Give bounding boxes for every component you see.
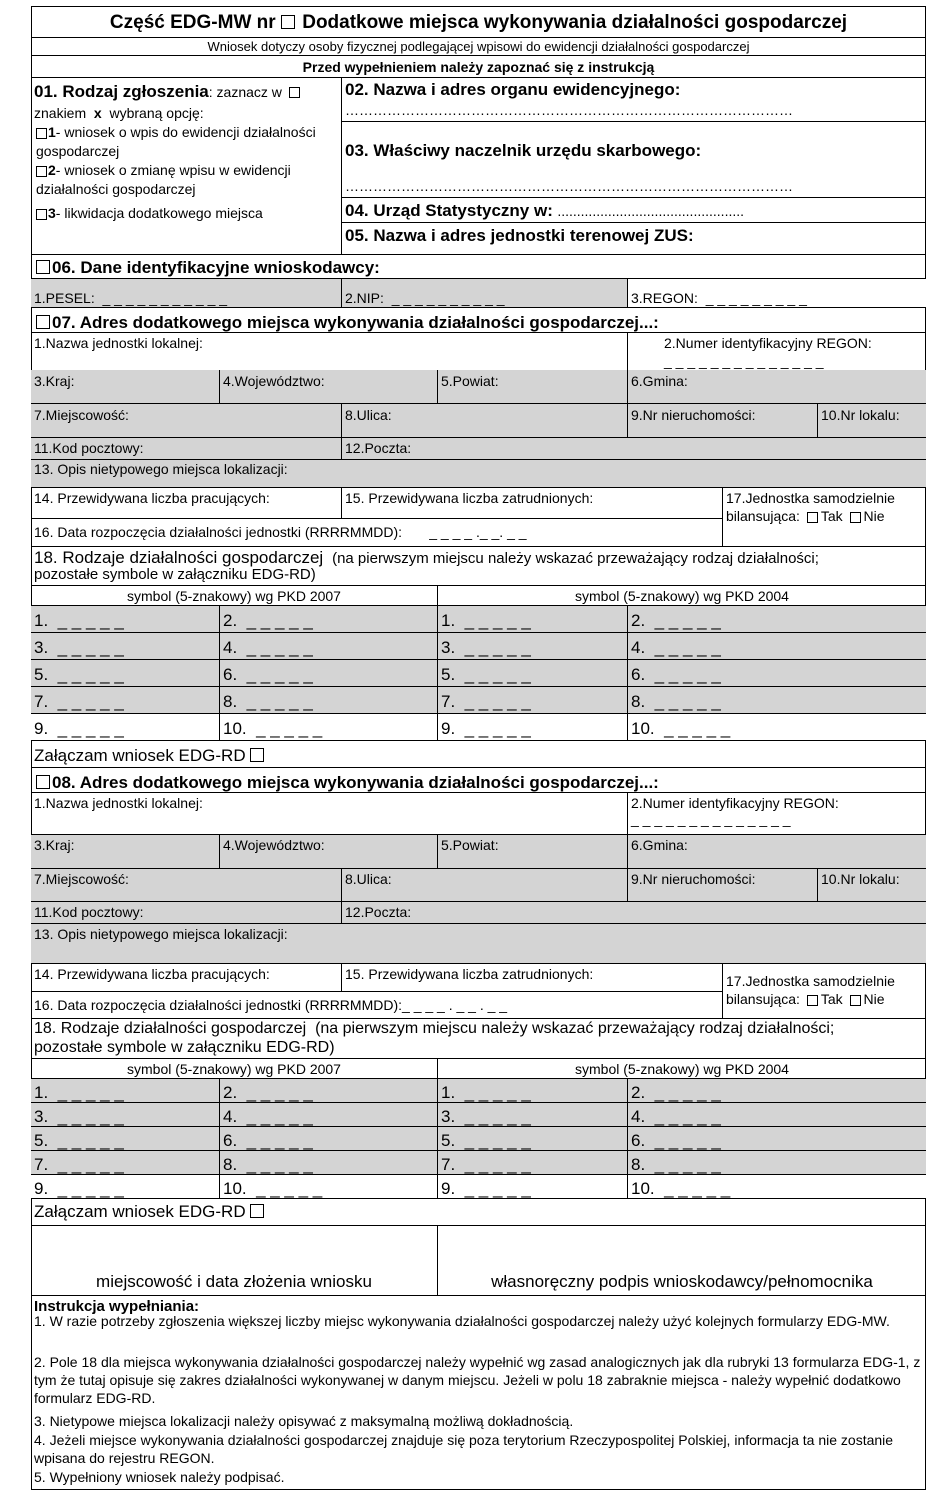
instruction-note-row — [31, 56, 926, 78]
attach-edg-rd[interactable] — [31, 1201, 926, 1226]
expected-employees-field[interactable] — [342, 488, 723, 519]
form-header — [31, 6, 926, 38]
nip-field[interactable] — [342, 279, 628, 307]
pkd-code-label: 3. _ _ _ _ _ — [34, 638, 124, 657]
checkbox-icon[interactable] — [36, 209, 47, 220]
pkd-code-field[interactable] — [220, 606, 438, 633]
pkd-code-field[interactable] — [31, 1151, 220, 1175]
pkd-code-label: 6. _ _ _ _ _ — [223, 665, 313, 684]
s01-option-2[interactable]: 2- wniosek o zmianę wpisu w ewidencji — [34, 163, 291, 177]
pkd-code-label: 10. _ _ _ _ _ — [631, 719, 731, 738]
field-label: 8.Ulica: — [345, 407, 392, 423]
instruction-note: Przed wypełnieniem należy zapoznać się z instrukcją — [302, 59, 655, 75]
pkd-code-label: 9. _ _ _ _ _ — [441, 1179, 531, 1198]
pkd-code-field[interactable] — [438, 660, 628, 687]
s06-title: 06. Dane identyfikacyjne wnioskodawcy: — [36, 259, 380, 276]
field-label: 14. Przewidywana liczba pracujących: — [34, 490, 270, 506]
s01-option-1[interactable]: 1- wniosek o wpis do ewidencji działalności — [34, 125, 316, 139]
field-label: 3.Kraj: — [34, 837, 75, 853]
field-label: 17.Jednostka samodzielnie — [726, 973, 895, 989]
pkd-code-field[interactable] — [628, 1079, 926, 1103]
field-label: 15. Przewidywana liczba zatrudnionych: — [345, 966, 594, 982]
section-06-heading — [31, 254, 926, 278]
section-03[interactable] — [342, 122, 926, 198]
field-label: 12.Poczta: — [345, 440, 412, 456]
checkbox-icon[interactable] — [36, 128, 47, 139]
pkd-code-field[interactable] — [438, 1175, 628, 1199]
pkd-code-label: 6. _ _ _ _ _ — [223, 1131, 313, 1150]
pkd-code-label: 5. _ _ _ _ _ — [34, 1131, 124, 1150]
field-label: 1.Nazwa jednostki lokalnej: — [34, 795, 203, 811]
pkd-code-field[interactable] — [220, 1175, 438, 1199]
s02-title: 02. Nazwa i adres organu ewidencyjnego: — [345, 80, 681, 99]
checkbox-icon[interactable] — [36, 315, 50, 329]
checkbox-icon[interactable] — [36, 775, 50, 789]
pkd-code-field[interactable] — [628, 1127, 926, 1151]
field-label: 2.Numer identyfikacyjny REGON: — [664, 335, 872, 351]
form-subtitle-row — [31, 38, 926, 56]
pkd-code-label: 1. _ _ _ _ _ — [441, 1083, 531, 1102]
field-label: 5.Powiat: — [441, 373, 499, 389]
pkd-code-field[interactable] — [628, 660, 926, 687]
pkd-code-field[interactable] — [31, 687, 220, 714]
pkd-code-label: 8. _ _ _ _ _ — [631, 1155, 721, 1174]
checkbox-icon[interactable] — [807, 512, 818, 523]
field-label: 8.Ulica: — [345, 871, 392, 887]
field-label: 15. Przewidywana liczba zatrudnionych: — [345, 490, 594, 506]
pkd-code-label: 4. _ _ _ _ _ — [631, 638, 721, 657]
pkd-code-label: 3. _ _ _ _ _ — [441, 1107, 531, 1126]
field-label: 14. Przewidywana liczba pracujących: — [34, 966, 270, 982]
instruction-item: 1. W razie potrzeby zgłoszenia większej liczby miejsc wykonywania działalności gospodarczej należy użyć kolejnych formularzy EDG-MW. — [34, 1313, 890, 1329]
pkd-code-field[interactable] — [31, 633, 220, 660]
pkd-code-field[interactable] — [220, 1103, 438, 1127]
pkd-code-label: 5. _ _ _ _ _ — [34, 665, 124, 684]
pkd-code-field[interactable] — [438, 1127, 628, 1151]
checkbox-icon — [289, 87, 300, 98]
field-label: 12.Poczta: — [345, 904, 412, 920]
pkd-code-label: 10. _ _ _ _ _ — [631, 1179, 731, 1198]
pkd2004-header — [438, 586, 926, 606]
pkd-code-label: 2. _ _ _ _ _ — [631, 611, 721, 630]
pkd-code-label: 4. _ _ _ _ _ — [223, 638, 313, 657]
start-date-field[interactable] — [31, 992, 723, 1018]
self-balancing-options: bilansująca: Tak Nie — [726, 508, 885, 524]
local-unit-name-field[interactable] — [31, 793, 628, 835]
field-label: 16. Data rozpoczęcia działalności jednostki (RRRRMMDD):_ _ _ _ . _ _ . _ _ — [34, 997, 508, 1013]
pkd-code-label: 5. _ _ _ _ _ — [441, 1131, 531, 1150]
pkd-code-field[interactable] — [31, 606, 220, 633]
checkbox-icon[interactable] — [36, 260, 50, 274]
activity-types-heading — [31, 546, 926, 586]
signature-row — [31, 1226, 926, 1296]
commune-field[interactable] — [628, 370, 926, 404]
pkd-code-field[interactable] — [220, 633, 438, 660]
pkd-code-label: 6. _ _ _ _ _ — [631, 665, 721, 684]
field-label: 4.Województwo: — [223, 837, 325, 853]
section-02[interactable] — [342, 78, 926, 122]
regon-blanks: _ _ _ _ _ _ _ _ _ _ _ _ _ _ — [664, 353, 824, 369]
field-label: 7.Miejscowość: — [34, 407, 129, 423]
instruction-item: 4. Jeżeli miejsce wykonywania działalności gospodarczej znajduje się poza terytorium Rzeczypospolitej Polskiej, informacja ta nie zostanie wpisana do rejestru REGON. — [34, 1432, 894, 1466]
pkd-code-field[interactable] — [438, 633, 628, 660]
voivodeship-field[interactable] — [220, 835, 438, 869]
pkd-code-label: 2. _ _ _ _ _ — [223, 1083, 313, 1102]
expected-employees-field[interactable] — [342, 964, 723, 992]
checkbox-icon[interactable] — [850, 512, 861, 523]
pkd-code-label: 10. _ _ _ _ _ — [223, 719, 323, 738]
section-05[interactable] — [342, 223, 926, 254]
pkd-code-label: 8. _ _ _ _ _ — [223, 692, 313, 711]
pkd-code-field[interactable] — [438, 714, 628, 741]
pkd-code-label: 1. _ _ _ _ _ — [34, 1083, 124, 1102]
field-label: 9.Nr nieruchomości: — [631, 871, 756, 887]
building-number-field[interactable] — [628, 404, 818, 438]
pkd-code-label: 4. _ _ _ _ _ — [223, 1107, 313, 1126]
s07-title: 07. Adres dodatkowego miejsca wykonywania działalności gospodarczej...: — [36, 314, 659, 331]
activity-types-heading — [31, 1018, 926, 1059]
column-header: symbol (5-znakowy) wg PKD 2004 — [575, 1061, 789, 1077]
attach-label: Załączam wniosek EDG-RD — [34, 1203, 266, 1220]
pkd-code-field[interactable] — [220, 1127, 438, 1151]
column-header: symbol (5-znakowy) wg PKD 2007 — [127, 588, 341, 604]
s05-title: 05. Nazwa i adres jednostki terenowej ZUS: — [345, 226, 694, 245]
pkd-code-field[interactable] — [628, 1103, 926, 1127]
pkd-code-field[interactable] — [220, 687, 438, 714]
pkd-code-field[interactable] — [628, 606, 926, 633]
regon-field[interactable] — [628, 279, 926, 307]
pkd-code-label: 2. _ _ _ _ _ — [631, 1083, 721, 1102]
s01-option-2-cont: działalności gospodarczej — [36, 181, 196, 197]
start-date-field[interactable] — [31, 519, 723, 546]
self-balancing-field — [723, 964, 926, 1018]
pkd-code-field[interactable] — [220, 714, 438, 741]
section-01 — [31, 78, 342, 254]
s01-option-1-cont: gospodarczej — [36, 143, 120, 159]
expected-workers-field[interactable] — [31, 964, 342, 992]
pkd-code-label: 6. _ _ _ _ _ — [631, 1131, 721, 1150]
pkd-code-field[interactable] — [628, 687, 926, 714]
self-balancing-options: bilansująca: Tak Nie — [726, 991, 885, 1007]
pkd-code-field[interactable] — [31, 660, 220, 687]
location-description-field[interactable] — [31, 460, 926, 488]
form-subtitle: Wniosek dotyczy osoby fizycznej podlegającej wpisowi do ewidencji działalności gospodarczej — [207, 39, 750, 54]
location-description-field[interactable] — [31, 924, 926, 964]
section-08 — [31, 768, 926, 1226]
s01-option-3[interactable]: 3- likwidacja dodatkowego miejsca — [34, 206, 263, 220]
pkd2007-header — [31, 586, 438, 606]
pkd-code-label: 10. _ _ _ _ _ — [223, 1179, 323, 1198]
column-header: symbol (5-znakowy) wg PKD 2007 — [127, 1061, 341, 1077]
regon-label: 3.REGON: _ _ _ _ _ _ _ _ _ — [631, 290, 807, 306]
signature-field[interactable] — [438, 1226, 926, 1296]
postal-code-field[interactable] — [31, 902, 342, 924]
pkd-code-label: 1. _ _ _ _ _ — [34, 611, 124, 630]
pkd-code-field[interactable] — [31, 1103, 220, 1127]
checkbox-icon[interactable] — [250, 748, 264, 762]
instructions-title: Instrukcja wypełniania: — [34, 1298, 200, 1315]
post-office-field[interactable] — [342, 438, 926, 460]
place-date-field[interactable] — [31, 1226, 438, 1296]
pkd-code-label: 1. _ _ _ _ _ — [441, 611, 531, 630]
field-label: 6.Gmina: — [631, 373, 688, 389]
pkd-code-field[interactable] — [628, 1151, 926, 1175]
post-office-field[interactable] — [342, 902, 926, 924]
pkd-code-field[interactable] — [438, 1151, 628, 1175]
field-label: 13. Opis nietypowego miejsca lokalizacji: — [34, 926, 288, 942]
s01-heading: 01. Rodzaj zgłoszenia: zaznacz w — [34, 83, 303, 101]
voivodeship-field[interactable] — [220, 370, 438, 404]
pkd2004-header — [438, 1059, 926, 1079]
county-field[interactable] — [438, 835, 628, 869]
s03-title: 03. Właściwy naczelnik urzędu skarbowego: — [345, 141, 702, 160]
pkd-code-label: 3. _ _ _ _ _ — [34, 1107, 124, 1126]
field-label: 11.Kod pocztowy: — [34, 904, 144, 920]
pkd-code-label: 9. _ _ _ _ _ — [34, 719, 124, 738]
pkd-code-field[interactable] — [438, 1103, 628, 1127]
pkd-code-label: 9. _ _ _ _ _ — [441, 719, 531, 738]
field-label: 5.Powiat: — [441, 837, 499, 853]
pkd-code-field[interactable] — [438, 687, 628, 714]
regon-number-field[interactable] — [628, 793, 926, 835]
field-label: 11.Kod pocztowy: — [34, 440, 144, 456]
s04-title: 04. Urząd Statystyczny w: ................................................ — [345, 201, 745, 220]
field-label: 3.Kraj: — [34, 373, 75, 389]
place-date-label: miejscowość i data złożenia wniosku — [96, 1272, 372, 1291]
column-header: symbol (5-znakowy) wg PKD 2004 — [575, 588, 789, 604]
pkd-code-label: 3. _ _ _ _ _ — [441, 638, 531, 657]
pkd-code-label: 7. _ _ _ _ _ — [441, 692, 531, 711]
pkd-code-field[interactable] — [628, 714, 926, 741]
locality-field[interactable] — [31, 404, 342, 438]
commune-field[interactable] — [628, 835, 926, 869]
pkd-code-label: 8. _ _ _ _ _ — [631, 692, 721, 711]
pkd-code-field[interactable] — [628, 633, 926, 660]
activity-heading-line2: pozostałe symbole w załączniku EDG-RD) — [34, 1039, 335, 1056]
pkd-code-field[interactable] — [31, 1175, 220, 1199]
field-label: 17.Jednostka samodzielnie — [726, 490, 895, 506]
postal-code-field[interactable] — [31, 438, 342, 460]
s02-dots: …………………………………………………………………………………… — [345, 102, 793, 118]
pkd-code-label: 7. _ _ _ _ _ — [441, 1155, 531, 1174]
nip-label: 2.NIP: _ _ _ _ _ _ _ _ _ _ — [345, 290, 505, 306]
regon-blanks: _ _ _ _ _ _ _ _ _ _ _ _ _ _ — [631, 811, 791, 827]
self-balancing-field — [723, 488, 926, 546]
field-label: 1.Nazwa jednostki lokalnej: — [34, 335, 203, 351]
activity-heading-line2: pozostałe symbole w załączniku EDG-RD) — [34, 566, 316, 583]
checkbox-icon[interactable] — [36, 166, 47, 177]
section-04[interactable] — [342, 198, 926, 223]
pkd-code-field[interactable] — [31, 714, 220, 741]
s08-title: 08. Adres dodatkowego miejsca wykonywania działalności gospodarczej...: — [36, 774, 659, 791]
pkd-code-field[interactable] — [31, 1079, 220, 1103]
checkbox-icon[interactable] — [850, 995, 861, 1006]
pkd-code-field[interactable] — [220, 660, 438, 687]
pkd-code-field[interactable] — [628, 1175, 926, 1199]
building-number-field[interactable] — [628, 869, 818, 902]
pkd-code-label: 7. _ _ _ _ _ — [34, 1155, 124, 1174]
checkbox-icon[interactable] — [807, 995, 818, 1006]
attach-label: Załączam wniosek EDG-RD — [34, 747, 266, 764]
pkd-code-label: 8. _ _ _ _ _ — [223, 1155, 313, 1174]
pkd-code-field[interactable] — [31, 1127, 220, 1151]
pkd-code-field[interactable] — [220, 1079, 438, 1103]
s01-hint: znakiem x wybraną opcję: — [34, 105, 204, 121]
section-06-row — [31, 278, 926, 308]
field-label: 16. Data rozpoczęcia działalności jednostki (RRRRMMDD): _ _ _ _ ._ _. _ _ — [34, 524, 527, 540]
section-07 — [31, 308, 926, 768]
instruction-item: 3. Nietypowe miejsca lokalizacji należy opisywać z maksymalną możliwą dokładnością. — [34, 1413, 574, 1429]
apartment-number-field[interactable] — [818, 869, 926, 902]
field-label: 4.Województwo: — [223, 373, 325, 389]
apartment-number-field[interactable] — [818, 404, 926, 438]
activity-heading-line1: 18. Rodzaje działalności gospodarczej (na pierwszym miejscu należy wskazać przeważający rodzaj działalności; — [34, 548, 819, 567]
instruction-item: 5. Wypełniony wniosek należy podpisać. — [34, 1469, 285, 1485]
pkd-code-label: 4. _ _ _ _ _ — [631, 1107, 721, 1126]
street-field[interactable] — [342, 404, 628, 438]
field-label: 6.Gmina: — [631, 837, 688, 853]
pkd-code-label: 9. _ _ _ _ _ — [34, 1179, 124, 1198]
checkbox-icon[interactable] — [250, 1204, 264, 1218]
field-label: 2.Numer identyfikacyjny REGON: — [631, 795, 839, 811]
pkd-code-field[interactable] — [438, 606, 628, 633]
field-label: 7.Miejscowość: — [34, 871, 129, 887]
form-title: Część EDG-MW nr Dodatkowe miejsca wykonywania działalności gospodarczej — [109, 12, 848, 33]
instructions — [31, 1296, 926, 1490]
pkd-code-field[interactable] — [220, 1151, 438, 1175]
pesel-label: 1.PESEL: _ _ _ _ _ _ _ _ _ _ _ — [34, 290, 228, 306]
pkd2007-header — [31, 1059, 438, 1079]
pkd-code-label: 5. _ _ _ _ _ — [441, 665, 531, 684]
country-field[interactable] — [31, 370, 220, 404]
pkd-code-label: 2. _ _ _ _ _ — [223, 611, 313, 630]
field-label: 13. Opis nietypowego miejsca lokalizacji: — [34, 461, 288, 477]
attach-edg-rd[interactable] — [31, 743, 926, 768]
field-label: 10.Nr lokalu: — [821, 407, 900, 423]
pesel-field[interactable] — [31, 279, 342, 307]
activity-heading-line1: 18. Rodzaje działalności gospodarczej (na pierwszym miejscu należy wskazać przeważający rodzaj działalności; — [34, 1020, 835, 1037]
locality-field[interactable] — [31, 869, 342, 902]
field-label: 9.Nr nieruchomości: — [631, 407, 756, 423]
county-field[interactable] — [438, 370, 628, 404]
signature-label: własnoręczny podpis wnioskodawcy/pełnomocnika — [491, 1272, 873, 1291]
instruction-item: 2. Pole 18 dla miejsca wykonywania działalności gospodarczej należy wypełnić wg zasad analogicznych jak dla rubryki 13 formularza EDG-1, z tym że tutaj opisuje się zakres działalności wykonywanej w danym miejscu. Jeżeli w polu 18 zabraknie miejsca - należy wypełnić dodatkowo formularz EDG-RD. — [34, 1354, 921, 1406]
pkd-code-label: 7. _ _ _ _ _ — [34, 692, 124, 711]
expected-workers-field[interactable] — [31, 488, 342, 519]
pkd-code-field[interactable] — [438, 1079, 628, 1103]
checkbox-icon[interactable] — [281, 15, 295, 29]
street-field[interactable] — [342, 869, 628, 902]
field-label: 10.Nr lokalu: — [821, 871, 900, 887]
country-field[interactable] — [31, 835, 220, 869]
s03-dots: …………………………………………………………………………………… — [345, 178, 793, 194]
